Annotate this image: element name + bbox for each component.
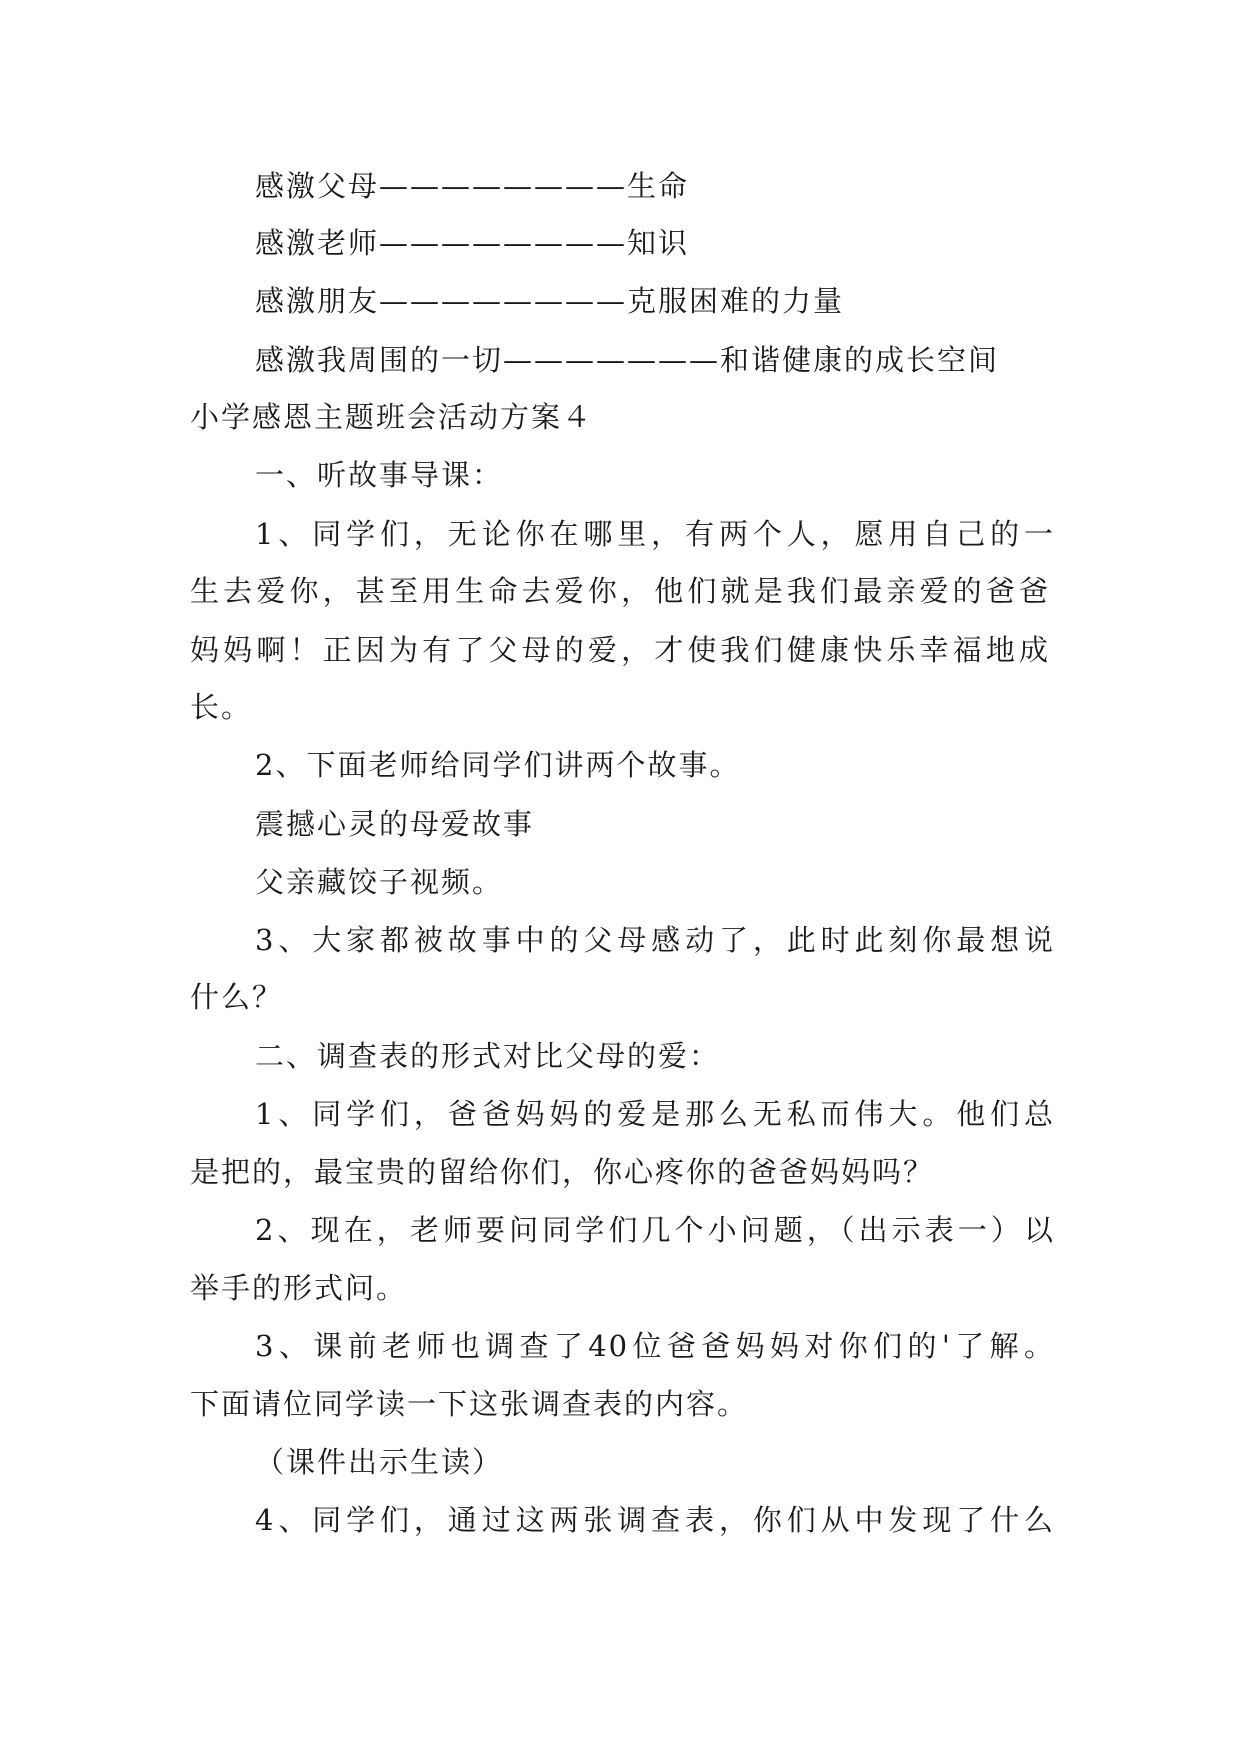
text-line: 2、现在，老师要问同学们几个小问题，（出示表一）以 <box>255 1213 1055 1247</box>
text-line: 1、同学们，爸爸妈妈的爱是那么无私而伟大。他们总 <box>255 1097 1055 1131</box>
text-line: 震撼心灵的母爱故事 <box>255 807 535 841</box>
text-line: 感激我周围的一切———————和谐健康的成长空间 <box>255 343 1000 377</box>
text-line: 4、同学们，通过这两张调查表，你们从中发现了什么 <box>255 1503 1055 1537</box>
text-line: 什么？ <box>190 980 284 1014</box>
section-heading: 小学感恩主题班会活动方案４ <box>190 400 594 434</box>
text-line: 举手的形式问。 <box>190 1271 408 1305</box>
text-line: 感激老师————————知识 <box>255 226 690 260</box>
text-line: 是把的，最宝贵的留给你们，你心疼你的爸爸妈妈吗？ <box>190 1155 935 1189</box>
text-line: 长。 <box>190 690 253 724</box>
text-line: 1、同学们，无论你在哪里，有两个人，愿用自己的一 <box>255 517 1055 551</box>
text-line: 感激父母————————生命 <box>255 169 690 203</box>
text-line: 2、下面老师给同学们讲两个故事。 <box>255 748 741 782</box>
text-line: 生去爱你，甚至用生命去爱你，他们就是我们最亲爱的爸爸 <box>190 574 1050 608</box>
text-line: 父亲藏饺子视频。 <box>255 865 504 899</box>
text-line: 一、听故事导课： <box>255 458 504 492</box>
text-line: （课件出示生读） <box>255 1445 504 1479</box>
text-line: 二、调查表的形式对比父母的爱： <box>255 1039 721 1073</box>
text-line: 3、课前老师也调查了40位爸爸妈妈对你们的'了解。 <box>255 1329 1055 1363</box>
text-line: 3、大家都被故事中的父母感动了，此时此刻你最想说 <box>255 923 1055 957</box>
text-line: 妈妈啊！正因为有了父母的爱，才使我们健康快乐幸福地成 <box>190 633 1050 667</box>
text-line: 感激朋友————————克服困难的力量 <box>255 284 845 318</box>
text-line: 下面请位同学读一下这张调查表的内容。 <box>190 1387 749 1421</box>
